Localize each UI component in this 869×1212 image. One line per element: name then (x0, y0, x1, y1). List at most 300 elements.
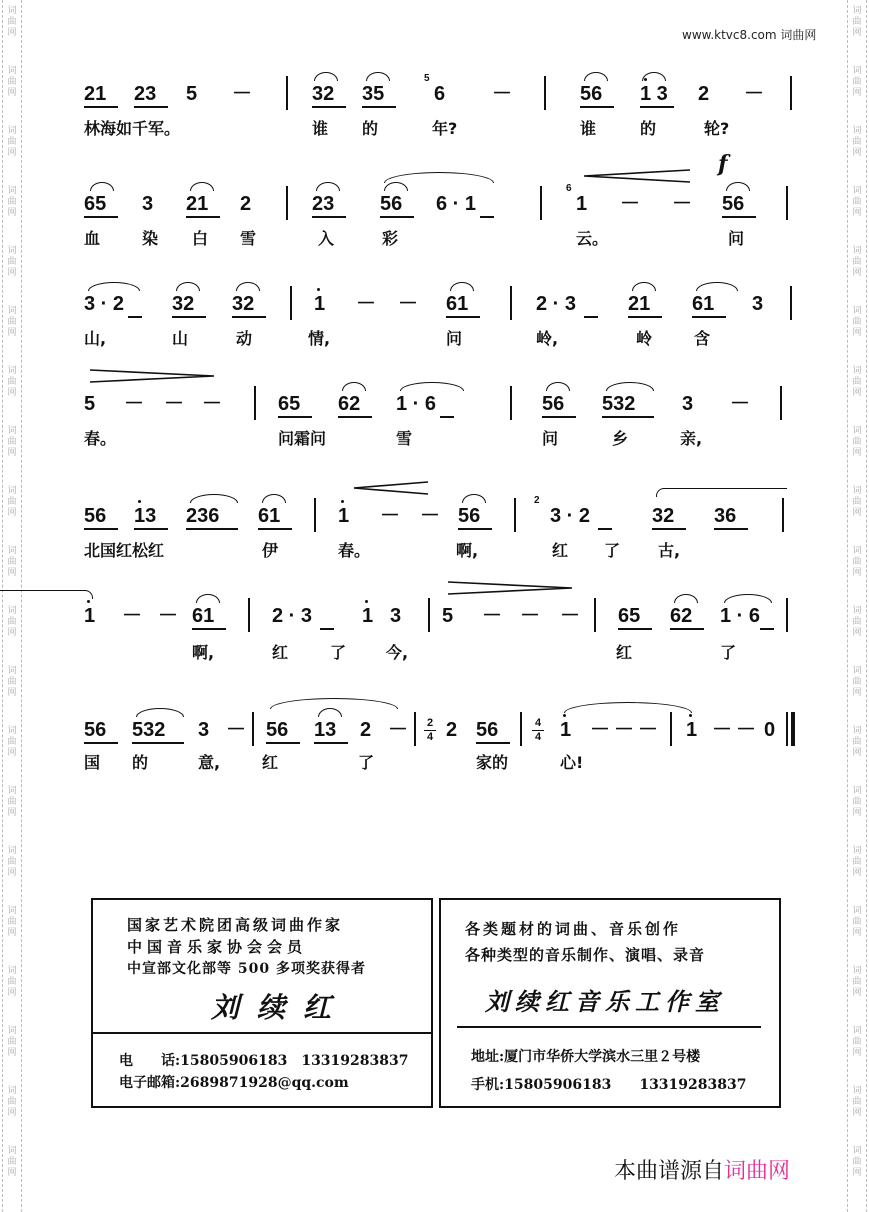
watermark-text: 词 曲 网 (7, 786, 17, 818)
underline (446, 316, 480, 318)
underline (380, 216, 414, 218)
phone-value: 15805906183 13319283837 (180, 1053, 409, 1069)
lyric: 意, (198, 753, 221, 772)
watermark-text: 词 曲 网 (7, 846, 17, 878)
note: 1 3 (640, 83, 668, 105)
watermark-text: 词 曲 网 (852, 1146, 862, 1178)
barline (254, 386, 256, 420)
composer-title-line: 国家艺术院团高级词曲作家 (127, 916, 344, 934)
watermark-text: 词 曲 网 (7, 666, 17, 698)
note: 2 (240, 193, 252, 215)
decrescendo-mark (88, 368, 216, 384)
note: 65 (84, 193, 107, 215)
note: 1 · 6 (720, 605, 761, 627)
watermark-text: 词 曲 网 (7, 366, 17, 398)
note: － (158, 605, 178, 627)
barline (786, 598, 788, 632)
slur (190, 494, 238, 503)
underline (192, 628, 226, 630)
underline (84, 216, 118, 218)
note: 56 (580, 83, 603, 105)
lyric: 云。 (576, 229, 609, 248)
lyric: 的 (132, 753, 149, 772)
note: － (380, 505, 400, 527)
lyric: 了 (604, 541, 621, 560)
note: 13 (134, 505, 157, 527)
score-row-2 (0, 151, 869, 270)
slur (190, 182, 214, 191)
watermark-text: 词 曲 网 (7, 1146, 17, 1178)
studio-mobile (471, 1074, 746, 1094)
lyric: 林海如千军。 (84, 119, 181, 138)
lyric: 问 (728, 229, 745, 248)
slur (632, 282, 656, 291)
slur (606, 382, 654, 391)
grace-note: 5 (424, 73, 430, 84)
note: 2 (360, 719, 372, 741)
note: － (356, 293, 376, 315)
composer-name: 刘续红 (211, 991, 350, 1024)
underline (320, 628, 334, 630)
score-row-5 (0, 492, 869, 582)
lyric: 山 (172, 329, 189, 348)
note: 1 (84, 605, 96, 627)
lyric: 岭, (536, 329, 559, 348)
note: 65 (618, 605, 641, 627)
mobile-label: 手机: (471, 1077, 505, 1093)
note: 56 (84, 719, 107, 741)
note: 21 (84, 83, 107, 105)
underline (584, 316, 598, 318)
note: － (672, 193, 692, 215)
watermark-text: 词 曲 网 (852, 546, 862, 578)
note: 3 (752, 293, 764, 315)
note: 56 (542, 393, 565, 415)
barline (520, 712, 522, 746)
watermark-text: 词 曲 网 (852, 726, 862, 758)
underline (640, 106, 674, 108)
lyric: 白 (192, 229, 209, 248)
underline (266, 742, 300, 744)
lyric: 的 (640, 119, 657, 138)
watermark-text: 词 曲 网 (7, 126, 17, 158)
note: 56 (458, 505, 481, 527)
note: 62 (338, 393, 361, 415)
note: － (232, 83, 252, 105)
score-row-7 (0, 702, 869, 792)
barline (290, 286, 292, 320)
note: 61 (692, 293, 715, 315)
crescendo-mark (580, 168, 692, 184)
watermark-text: 词 曲 网 (852, 1026, 862, 1058)
watermark-text: 词 曲 网 (7, 306, 17, 338)
email-label: 电子邮箱: (119, 1075, 181, 1091)
barline (252, 712, 254, 746)
note: － (226, 719, 246, 741)
note: 2 · 3 (536, 293, 577, 315)
underline (670, 628, 704, 630)
note: 1 (338, 505, 350, 527)
octave-dot (341, 500, 344, 503)
studio-card (439, 898, 781, 1108)
note: 21 (186, 193, 209, 215)
note: 23 (312, 193, 335, 215)
watermark-text: 词 曲 网 (7, 486, 17, 518)
lyric: 岭 (636, 329, 653, 348)
tie (384, 172, 494, 183)
lyric: 动 (236, 329, 253, 348)
slur (316, 182, 340, 191)
underline (186, 528, 238, 530)
tie (400, 382, 464, 391)
underline (476, 742, 510, 744)
slur (462, 494, 486, 503)
slur (726, 182, 750, 191)
lyric: 啊, (456, 541, 479, 560)
underline (722, 216, 756, 218)
slur (176, 282, 200, 291)
lyric: 北国红松红 (84, 541, 165, 560)
note: 0 (764, 719, 776, 741)
slur (136, 708, 184, 717)
watermark-text: 词 曲 网 (7, 966, 17, 998)
lyric: 问霜问 (278, 429, 327, 448)
site-label: www.ktvc8.com 词曲网 (682, 28, 817, 42)
watermark-text: 词 曲 网 (852, 606, 862, 638)
slur (88, 282, 140, 291)
octave-dot (689, 714, 692, 717)
octave-dot (138, 500, 141, 503)
time-sig-top: 2 (426, 717, 434, 729)
lyric: 红 (552, 541, 569, 560)
lyric: 了 (720, 643, 737, 662)
slur (584, 72, 608, 81)
note: 36 (714, 505, 737, 527)
watermark-text: 词 曲 网 (852, 186, 862, 218)
underline (458, 528, 492, 530)
watermark-text: 词 曲 网 (7, 906, 17, 938)
crescendo-mark (350, 480, 430, 496)
barline (248, 598, 250, 632)
note: 1 (314, 293, 326, 315)
note: 3 (142, 193, 154, 215)
note: － (388, 719, 408, 741)
address-value: 厦门市华侨大学滨水三里２号楼 (504, 1049, 701, 1065)
note: － (736, 719, 756, 741)
score-row-4 (0, 380, 869, 470)
final-barline-thick (791, 712, 795, 746)
note: － (560, 605, 580, 627)
composer-phone (119, 1050, 408, 1070)
note: － (420, 505, 440, 527)
watermark-text: 词 曲 网 (7, 6, 17, 38)
watermark-text: 词 曲 网 (852, 486, 862, 518)
underline (362, 106, 396, 108)
barline (514, 498, 516, 532)
barline (540, 186, 542, 220)
lyric: 了 (330, 643, 347, 662)
underline (134, 528, 168, 530)
time-sig-top: 4 (534, 717, 542, 729)
underline (692, 316, 726, 318)
watermark-text: 词 曲 网 (7, 1086, 17, 1118)
underline (84, 742, 118, 744)
note: 62 (670, 605, 693, 627)
lyric: 轮? (704, 119, 730, 138)
note: 56 (266, 719, 289, 741)
final-barline-thin (786, 712, 788, 746)
octave-dot (87, 600, 90, 603)
underline (542, 416, 576, 418)
lyric: 国 (84, 753, 101, 772)
barline (510, 286, 512, 320)
lyric: 红 (272, 643, 289, 662)
note: 61 (258, 505, 281, 527)
note: 5 (442, 605, 454, 627)
tie (656, 488, 787, 497)
note: － (124, 393, 144, 415)
note: 1 (576, 193, 588, 215)
barline (428, 598, 430, 632)
note: 21 (628, 293, 651, 315)
watermark-text: 词 曲 网 (7, 726, 17, 758)
barline (414, 712, 416, 746)
slur (262, 494, 286, 503)
underline (232, 316, 266, 318)
lyric: 谁 (312, 119, 329, 138)
underline (628, 316, 662, 318)
note: － (398, 293, 418, 315)
lyric: 问 (542, 429, 559, 448)
note: － (482, 605, 502, 627)
underline (278, 416, 312, 418)
underline (338, 416, 372, 418)
lyric: 啊, (192, 643, 215, 662)
watermark-text: 词 曲 网 (852, 966, 862, 998)
decrescendo-mark (446, 580, 574, 596)
slur (314, 72, 338, 81)
note: 236 (186, 505, 220, 527)
slur (90, 182, 114, 191)
barline (544, 76, 546, 110)
underline (134, 106, 168, 108)
lyric: 心! (560, 753, 584, 772)
slur (546, 382, 570, 391)
composer-title-line: 中宣部文化部等 500 多项奖获得者 (127, 961, 366, 977)
watermark-text: 词 曲 网 (852, 846, 862, 878)
note: 1 (560, 719, 572, 741)
watermark-text: 词 曲 网 (7, 186, 17, 218)
note: 56 (84, 505, 107, 527)
score-row-6 (0, 592, 869, 682)
tie (0, 590, 93, 599)
slur (318, 708, 342, 717)
note: 32 (172, 293, 195, 315)
note: 61 (446, 293, 469, 315)
underline (312, 216, 346, 218)
note: 6 (434, 83, 446, 105)
underline (760, 628, 774, 630)
grace-note: 6 (566, 183, 572, 194)
lyric: 含 (694, 329, 711, 348)
time-sig-bottom: 4 (426, 731, 434, 743)
lyric: 雪 (240, 229, 257, 248)
note: 32 (312, 83, 335, 105)
lyric: 的 (362, 119, 379, 138)
source-text: 本曲谱源自 (614, 1159, 725, 1184)
watermark-text: 词 曲 网 (7, 606, 17, 638)
underline (580, 106, 614, 108)
underline (652, 528, 686, 530)
note: － (122, 605, 142, 627)
watermark-text: 词 曲 网 (852, 666, 862, 698)
lyric: 伊 (262, 541, 279, 560)
tie (564, 702, 692, 713)
note: 3 · 2 (84, 293, 125, 315)
watermark-text: 词 曲 网 (7, 1026, 17, 1058)
underline (132, 742, 184, 744)
note: 32 (652, 505, 675, 527)
studio-divider (457, 1026, 761, 1028)
grace-note: 2 (534, 495, 540, 506)
lyric: 春。 (338, 541, 371, 560)
tie (724, 594, 772, 603)
note: － (202, 393, 222, 415)
watermark-text: 词 曲 网 (7, 426, 17, 458)
note: 3 (390, 605, 402, 627)
email-value: 2689871928@qq.com (180, 1075, 349, 1091)
note: － (638, 719, 658, 741)
note: 2 (698, 83, 710, 105)
studio-service-line: 各类题材的词曲、音乐创作 (465, 920, 682, 938)
octave-dot (644, 78, 647, 81)
lyric: 问 (446, 329, 463, 348)
watermark-text: 词 曲 网 (7, 246, 17, 278)
lyric: 古, (658, 541, 681, 560)
note: 2 · 3 (272, 605, 313, 627)
source-credit (614, 1154, 790, 1185)
note: 23 (134, 83, 157, 105)
studio-address (471, 1046, 700, 1066)
note: － (744, 83, 764, 105)
underline (602, 416, 654, 418)
slur (196, 594, 220, 603)
underline (128, 316, 142, 318)
note: － (520, 605, 540, 627)
note: 56 (380, 193, 403, 215)
composer-card (91, 898, 433, 1108)
slur (696, 282, 738, 291)
composer-card-top (93, 900, 431, 1034)
composer-email (119, 1072, 349, 1092)
barline (790, 76, 792, 110)
note: 3 (682, 393, 694, 415)
octave-dot (365, 600, 368, 603)
note: 1 · 6 (396, 393, 437, 415)
barline (314, 498, 316, 532)
time-sig-bottom: 4 (534, 731, 542, 743)
watermark-text: 词 曲 网 (852, 1086, 862, 1118)
note: － (730, 393, 750, 415)
watermark-text: 词 曲 网 (852, 366, 862, 398)
watermark-text: 词 曲 网 (852, 66, 862, 98)
underline (480, 216, 494, 218)
lyric: 年? (432, 119, 458, 138)
underline (598, 528, 612, 530)
lyric: 家的 (476, 753, 509, 772)
note: － (164, 393, 184, 415)
note: 61 (192, 605, 215, 627)
address-label: 地址: (471, 1049, 505, 1065)
note: 3 (198, 719, 210, 741)
slur (342, 382, 366, 391)
underline (258, 528, 292, 530)
underline (312, 106, 346, 108)
studio-service-line: 各种类型的音乐制作、演唱、录音 (465, 946, 706, 964)
note: 56 (722, 193, 745, 215)
note: 65 (278, 393, 301, 415)
note: － (590, 719, 610, 741)
watermark-text: 词 曲 网 (7, 546, 17, 578)
note: 32 (232, 293, 255, 315)
barline (594, 598, 596, 632)
lyric: 入 (318, 229, 335, 248)
note: 1 (686, 719, 698, 741)
lyric: 乡 (612, 429, 629, 448)
lyric: 红 (616, 643, 633, 662)
lyric: 红 (262, 753, 279, 772)
barline (286, 76, 288, 110)
tie (270, 698, 398, 709)
note: － (620, 193, 640, 215)
note: 5 (84, 393, 96, 415)
note: － (712, 719, 732, 741)
watermark-text: 词 曲 网 (852, 426, 862, 458)
time-signature (532, 718, 544, 743)
barline (786, 186, 788, 220)
lyric: 了 (358, 753, 375, 772)
note: 3 · 2 (550, 505, 591, 527)
lyric: 情, (308, 329, 331, 348)
watermark-text: 词 曲 网 (852, 126, 862, 158)
lyric: 今, (386, 643, 409, 662)
note: 532 (132, 719, 166, 741)
watermark-text: 词 曲 网 (852, 906, 862, 938)
barline (790, 286, 792, 320)
underline (440, 416, 454, 418)
watermark-text: 词 曲 网 (852, 6, 862, 38)
underline (172, 316, 206, 318)
source-brand[interactable]: 词曲网 (724, 1159, 791, 1184)
slur (384, 182, 408, 191)
slur (450, 282, 474, 291)
lyric: 谁 (580, 119, 597, 138)
barline (782, 498, 784, 532)
barline (780, 386, 782, 420)
underline (84, 528, 118, 530)
underline (186, 216, 220, 218)
lyric: 雪 (396, 429, 413, 448)
phone-label: 电 话: (119, 1053, 181, 1069)
note: 13 (314, 719, 337, 741)
note: 35 (362, 83, 385, 105)
lyric: 彩 (382, 229, 399, 248)
watermark-text: 词 曲 网 (852, 306, 862, 338)
slur (674, 594, 698, 603)
note: 1 (362, 605, 374, 627)
barline (670, 712, 672, 746)
lyric: 山, (84, 329, 107, 348)
